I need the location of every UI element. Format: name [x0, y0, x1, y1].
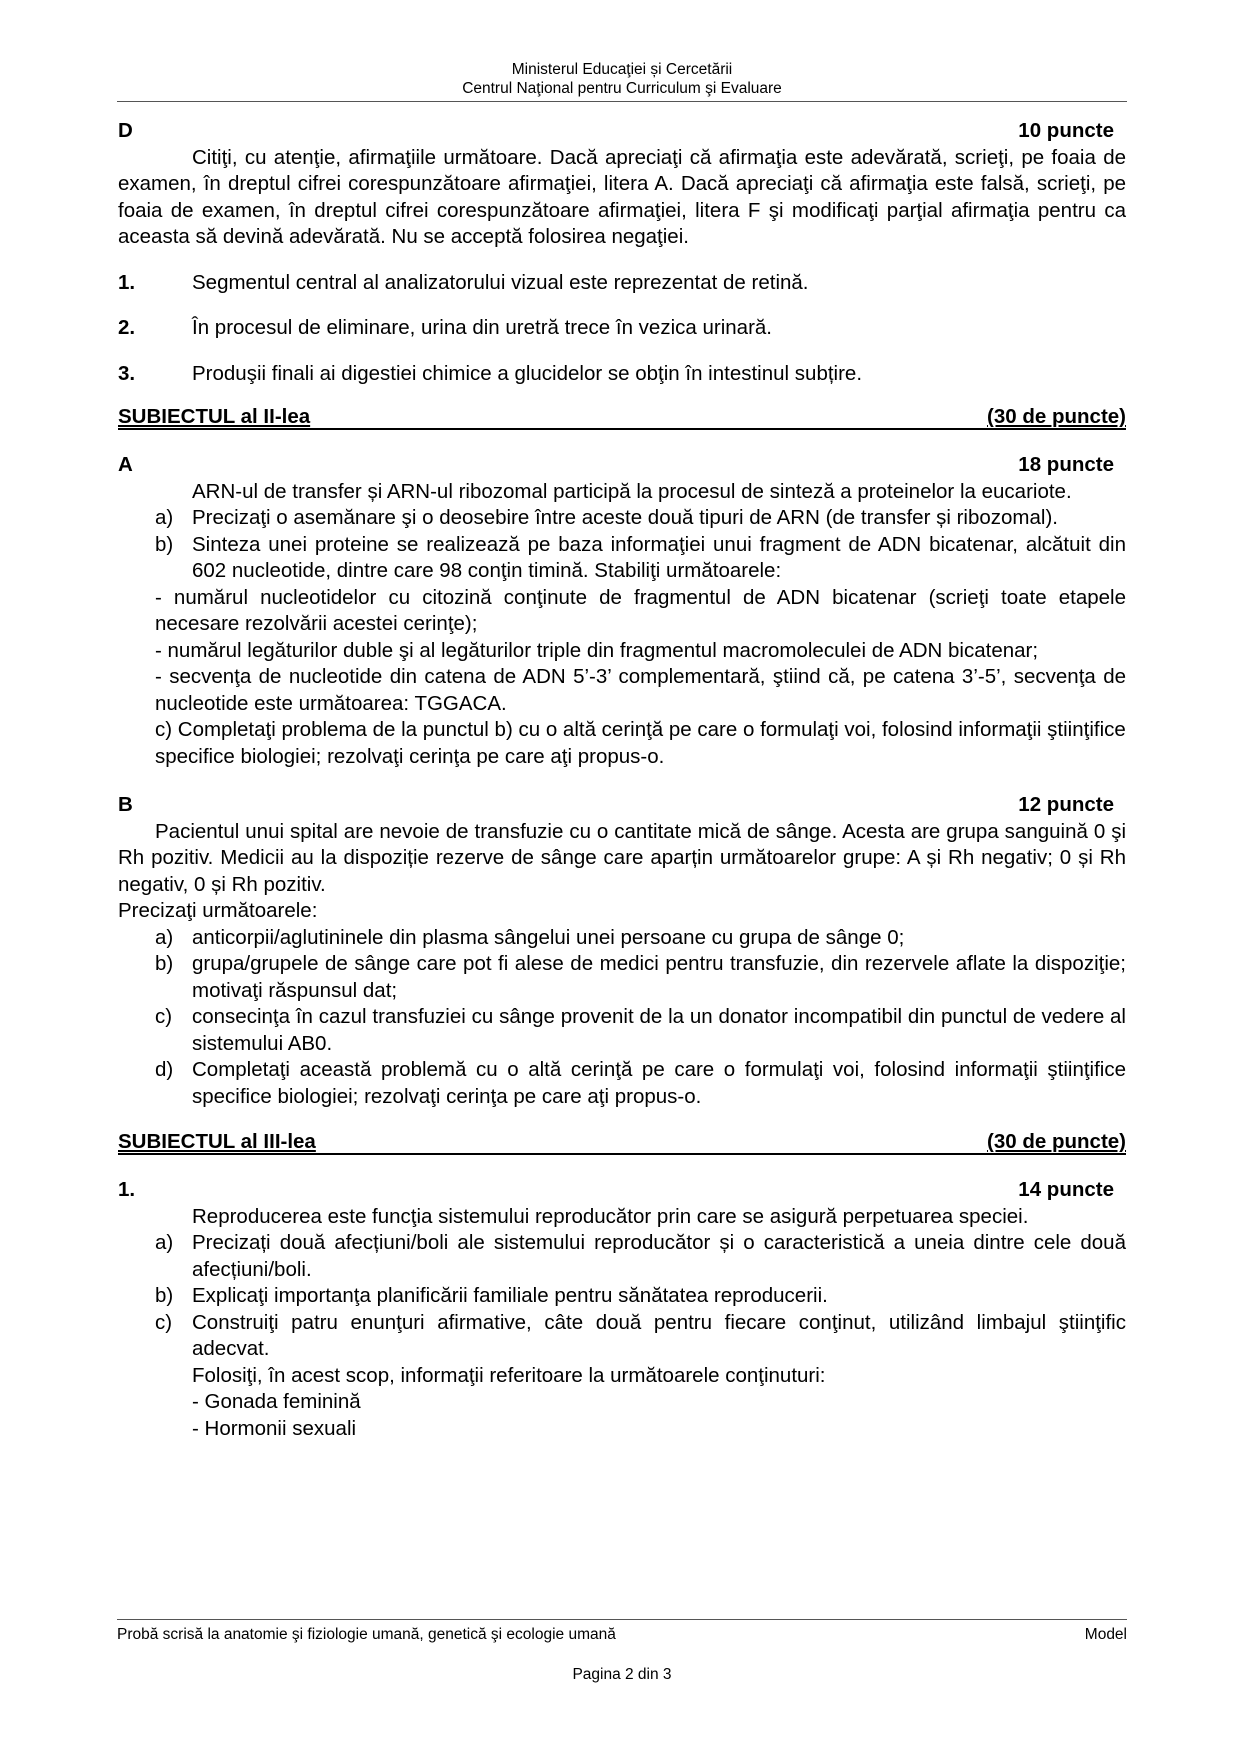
section-d-points: 10 puncte — [1018, 119, 1114, 142]
subject-3-heading — [118, 1130, 1126, 1155]
page-footer — [117, 1626, 1127, 1644]
question-text: consecinţa în cazul transfuziei cu sânge provenit de la un donator incompatibil din punctul de vedere al sistemului AB0. — [192, 1005, 1126, 1055]
statement-number: 1. — [118, 270, 136, 294]
question-text: Sinteza unei proteine se realizează pe baza informaţiei unui fragment de ADN bicatenar, alcătuit din 602 nucleotide, dintre care 98 conţin timină. Stabiliţi următoarele: — [192, 532, 1126, 582]
header-divider — [117, 101, 1127, 102]
subject-3-points: (30 de puncte) — [987, 1130, 1126, 1153]
footer-model-label: Model — [1084, 1626, 1127, 1643]
content-topic: - Gonada feminină — [192, 1390, 361, 1413]
statement-text: Segmentul central al analizatorului vizual este reprezentat de retină. — [192, 270, 809, 294]
footer-exam-title: Probă scrisă la anatomie şi fiziologie umană, genetică şi ecologie umană — [117, 1626, 616, 1643]
item-1-question — [118, 1230, 1126, 1283]
item-1-intro: Reproducerea este funcţia sistemului reproducător prin care se asigură perpetuarea speciei. — [192, 1204, 1029, 1228]
section-a-intro-text: ARN-ul de transfer și ARN-ul ribozomal participă la procesul de sinteză a proteinelor la eucariote. — [192, 479, 1072, 503]
section-b-points: 12 puncte — [1018, 793, 1114, 816]
question-letter: c) — [155, 1005, 173, 1028]
question-letter: b) — [155, 952, 174, 975]
question-letter: b) — [155, 1284, 174, 1307]
statement-item — [118, 270, 1126, 297]
section-b-lead: Precizaţi următoarele: — [118, 899, 318, 922]
subject-2-points: (30 de puncte) — [987, 405, 1126, 428]
requirement-item: - numărul nucleotidelor cu citozină conţinute de fragmentul de ADN bicatenar (scrieţi toate etapele necesare rezolvării acestei cerinţe); — [155, 585, 1126, 635]
section-a-intro — [118, 479, 1126, 506]
statement-text: În procesul de eliminare, urina din uretră trece în vezica urinară. — [192, 316, 772, 339]
subject-2-title: SUBIECTUL al II-lea — [118, 405, 311, 428]
question-letter: a) — [155, 506, 174, 529]
section-a-label: A — [118, 453, 133, 476]
section-b-question — [118, 951, 1126, 1004]
page-number: Pagina 2 din 3 — [572, 1666, 672, 1683]
section-d-instructions: Citiţi, cu atenţie, afirmaţiile următoare. Dacă apreciaţi că afirmaţia este adevărată, scrieţi, pe foaia de examen, în dreptul cifrei corespunzătoare afirmaţiei, litera A. Dacă apreciaţi că afirmaţia este falsă, scrieţi, pe foaia de examen, în dreptul cifrei corespunzătoare afirmaţiei, litera F şi modificaţi parţial afirmaţia pentru ca aceasta să devină adevărată. Nu se acceptă folosirea negaţiei. — [118, 145, 1126, 248]
item-1-label: 1. — [118, 1178, 136, 1201]
section-d-heading — [118, 118, 1126, 145]
section-b-question — [118, 1004, 1126, 1057]
requirement-item: - secvenţa de nucleotide din catena de ADN 5’-3’ complementară, ştiind că, pe catena 3’-5’, secvenţa de nucleotide este următoarea: TGGACA. — [155, 665, 1126, 715]
section-a-question-a — [118, 505, 1126, 532]
item-1-use-text: Folosiţi, în acest scop, informaţii referitoare la următoarele conţinuturi: — [192, 1363, 826, 1387]
question-text: anticorpii/aglutininele din plasma sângelui unei persoane cu grupa de sânge 0; — [192, 925, 905, 949]
requirement-item: - numărul legăturilor duble şi al legăturilor triple din fragmentul macromoleculei de ADN bicatenar; — [155, 638, 1039, 662]
question-letter: b) — [155, 532, 174, 556]
statement-item — [118, 315, 1126, 342]
footer-divider — [117, 1619, 1127, 1620]
question-text: Completaţi această problemă cu o altă cerinţă pe care o formulaţi voi, folosind informaţii ştiinţifice specifice biologiei; rezolvaţi cerinţa pe care aţi propus-o. — [192, 1058, 1126, 1108]
question-text: Explicaţi importanţa planificării familiale pentru sănătatea reproducerii. — [192, 1284, 828, 1307]
question-text: Precizați două afecțiuni/boli ale sistemului reproducător și o caracteristică a uneia dintre cele două afecțiuni/boli. — [192, 1231, 1126, 1281]
page-header — [117, 60, 1127, 98]
header-ministry: Ministerul Educaţiei și Cercetării — [511, 61, 733, 78]
question-text: Construiţi patru enunţuri afirmative, câte două pentru fiecare conţinut, utilizând limbajul ştiinţific adecvat. — [192, 1310, 1126, 1360]
item-1-points: 14 puncte — [1018, 1178, 1114, 1201]
question-letter: a) — [155, 1231, 174, 1254]
section-b-question — [118, 925, 1126, 952]
statement-item — [118, 361, 1126, 388]
question-letter: c) — [155, 1310, 173, 1334]
statement-text: Produşii finali ai digestiei chimice a glucidelor se obţin în intestinul subțire. — [192, 361, 863, 385]
item-1-question — [118, 1310, 1126, 1363]
section-a-heading — [118, 452, 1126, 479]
section-a-question-c: c) Completaţi problema de la punctul b) cu o altă cerinţă pe care o formulaţi voi, folosind informaţii ştiinţifice specifice biologiei; rezolvaţi cerinţa pe care aţi propus-o. — [155, 718, 1126, 768]
question-letter: d) — [155, 1058, 174, 1081]
section-d-label: D — [118, 119, 133, 142]
statement-number: 3. — [118, 361, 136, 385]
page-content — [118, 118, 1126, 1442]
question-text: grupa/grupele de sânge care pot fi alese de medici pentru transfuzie, din rezervele aflate la dispoziţie; motivaţi răspunsul dat; — [192, 952, 1126, 1002]
statement-number: 2. — [118, 316, 136, 339]
content-topic: - Hormonii sexuali — [192, 1416, 357, 1440]
section-a-question-b — [118, 532, 1126, 585]
section-b-heading — [118, 792, 1126, 819]
subject-2-heading — [118, 405, 1126, 430]
header-center: Centrul Naţional pentru Curriculum şi Evaluare — [462, 80, 782, 97]
section-a-points: 18 puncte — [1018, 453, 1114, 476]
section-b-intro: Pacientul unui spital are nevoie de transfuzie cu o cantitate mică de sânge. Acesta are grupa sanguină 0 şi Rh pozitiv. Medicii au la dispoziție rezerve de sânge care aparțin următoarelor grupe: A și Rh negativ; 0 și Rh negativ, 0 și Rh pozitiv. — [118, 819, 1126, 896]
question-text: Precizaţi o asemănare şi o deosebire între aceste două tipuri de ARN (de transfer și ribozomal). — [192, 506, 1058, 529]
item-1-question — [118, 1283, 1126, 1310]
item-1-heading — [118, 1177, 1126, 1204]
question-letter: a) — [155, 925, 174, 949]
subject-3-title: SUBIECTUL al III-lea — [118, 1130, 316, 1153]
section-b-question — [118, 1057, 1126, 1110]
section-b-label: B — [118, 793, 133, 816]
